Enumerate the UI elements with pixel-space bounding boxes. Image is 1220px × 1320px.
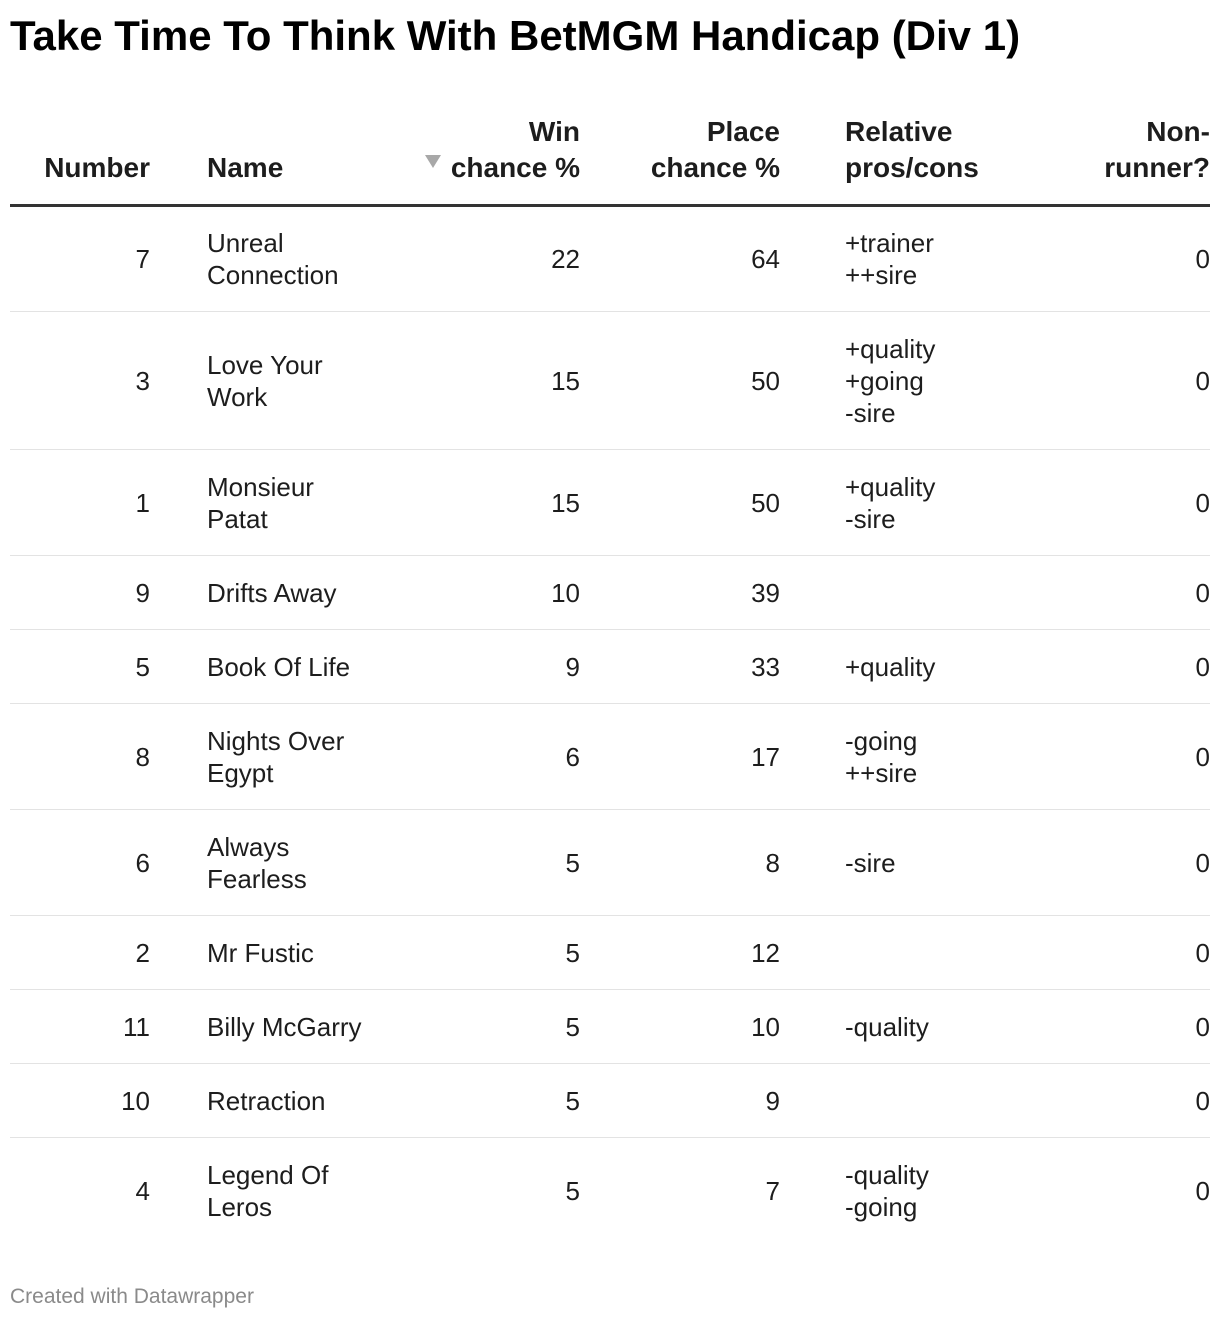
cell-place [580,1138,780,1244]
column-header-label: Name [207,152,284,183]
cell-place [580,630,780,704]
column-header-label: Place chance % [650,116,780,183]
cell-value: 7 [135,244,150,274]
cell-win [380,1064,580,1138]
cell-value: 0 [1195,741,1210,772]
column-header-label: Number [44,152,150,183]
cell-place [580,206,780,312]
cell-value: 0 [1195,1175,1210,1206]
cell-place [580,556,780,630]
cell-nr [1030,704,1210,810]
header-row [10,100,1210,206]
cell-number [10,1138,150,1244]
cell-value: 3 [135,365,150,396]
cell-nr [1030,810,1210,916]
column-header-non-runner[interactable] [1030,100,1210,206]
cell-value: 17 [751,741,780,772]
cell-value: 12 [751,937,780,968]
cell-value: 22 [551,244,580,274]
cell-win [380,450,580,556]
table-body [10,206,1210,1244]
cell-value: 0 [1195,1011,1210,1042]
cell-name [150,450,380,556]
cell-rel [780,450,1030,556]
cell-value: 0 [1195,1085,1210,1116]
chart-title: Take Time To Think With BetMGM Handicap (Div 1) [10,12,1021,59]
cell-place [580,312,780,450]
table-row [10,916,1210,990]
cell-rel [780,206,1030,312]
cell-nr [1030,556,1210,630]
cell-rel [780,630,1030,704]
cell-value: 0 [1195,577,1210,608]
cell-value: 9 [765,1085,780,1116]
cell-value: Drifts Away [207,577,337,608]
cell-nr [1030,312,1210,450]
table-row [10,556,1210,630]
cell-value: 15 [551,487,580,518]
cell-nr [1030,206,1210,312]
cell-value: -quality -going [845,1159,929,1222]
cell-value: 39 [751,577,780,608]
cell-nr [1030,916,1210,990]
cell-place [580,810,780,916]
table-row [10,810,1210,916]
cell-value: 9 [135,577,150,608]
cell-value: 9 [565,651,580,682]
cell-value: 8 [765,847,780,878]
footer-credit: Created with Datawrapper [10,1285,254,1308]
cell-win [380,1138,580,1244]
cell-value: 0 [1195,651,1210,682]
cell-value: Book Of Life [207,651,351,682]
cell-win [380,312,580,450]
column-header-place-chance[interactable] [580,100,780,206]
cell-nr [1030,1138,1210,1244]
cell-value: -quality [845,1011,929,1042]
cell-value: 5 [565,937,580,968]
cell-value: Retraction [207,1085,326,1116]
cell-value: Love Your Work [207,349,323,412]
cell-name [150,1064,380,1138]
cell-number [10,450,150,556]
cell-win [380,630,580,704]
cell-number [10,704,150,810]
cell-value: 0 [1195,487,1210,518]
cell-win [380,704,580,810]
cell-number [10,630,150,704]
cell-value: 7 [765,1175,780,1206]
cell-value: +quality -sire [845,471,936,534]
cell-value: Nights Over Egypt [207,725,345,788]
cell-number [10,990,150,1064]
cell-value: 8 [135,741,150,772]
cell-value: 5 [565,1085,580,1116]
cell-value: 50 [751,365,780,396]
cell-number [10,1064,150,1138]
cell-value: -going ++sire [845,725,918,788]
table-row [10,704,1210,810]
column-header-name[interactable] [150,100,380,206]
cell-name [150,916,380,990]
cell-value: 15 [551,365,580,396]
cell-value: 10 [551,577,580,608]
table-row [10,990,1210,1064]
table-row [10,630,1210,704]
cell-win [380,206,580,312]
data-table [10,100,1210,1244]
cell-number [10,916,150,990]
cell-nr [1030,1064,1210,1138]
cell-value: +quality [845,651,936,682]
cell-rel [780,1064,1030,1138]
cell-place [580,704,780,810]
cell-win [380,556,580,630]
cell-value: +trainer ++sire [845,228,934,290]
cell-win [380,810,580,916]
cell-value: Legend Of Leros [207,1159,329,1222]
cell-value: 33 [751,651,780,682]
cell-name [150,704,380,810]
cell-number [10,556,150,630]
cell-value: 0 [1195,365,1210,396]
cell-value: Monsieur Patat [207,471,314,534]
cell-value: Mr Fustic [207,937,314,968]
cell-number [10,810,150,916]
column-header-win-chance[interactable] [380,100,580,206]
column-header-relative-pros-cons[interactable] [780,100,1030,206]
cell-name [150,312,380,450]
table-row [10,312,1210,450]
cell-place [580,916,780,990]
column-header-label: Non- runner? [1104,116,1210,183]
cell-value: Always Fearless [207,831,307,894]
cell-place [580,1064,780,1138]
cell-place [580,450,780,556]
cell-value: 6 [565,741,580,772]
cell-win [380,916,580,990]
cell-rel [780,990,1030,1064]
cell-value: 10 [751,1011,780,1042]
cell-name [150,990,380,1064]
cell-value: 10 [121,1085,150,1116]
cell-value: 50 [751,487,780,518]
column-header-number[interactable] [10,100,150,206]
cell-value: Unreal Connection [207,228,339,290]
cell-rel [780,810,1030,916]
cell-rel [780,916,1030,990]
cell-value: 5 [565,847,580,878]
cell-rel [780,1138,1030,1244]
cell-value: +quality +going -sire [845,333,936,428]
cell-name [150,1138,380,1244]
cell-value: 0 [1195,847,1210,878]
cell-value: 0 [1195,244,1210,274]
sort-descending-icon [425,155,441,168]
cell-value: 5 [565,1011,580,1042]
cell-value: 5 [565,1175,580,1206]
cell-value: 11 [123,1011,150,1042]
cell-win [380,990,580,1064]
cell-name [150,810,380,916]
cell-name [150,206,380,312]
cell-rel [780,556,1030,630]
cell-name [150,630,380,704]
cell-value: 1 [135,487,150,518]
table-row [10,1064,1210,1138]
table-row [10,206,1210,312]
cell-value: -sire [845,847,896,878]
cell-value: 4 [135,1175,150,1206]
cell-rel [780,312,1030,450]
table-row [10,450,1210,556]
column-header-label: Relative pros/cons [845,116,979,183]
cell-value: 5 [135,651,150,682]
cell-value: 6 [135,847,150,878]
cell-nr [1030,990,1210,1064]
cell-number [10,312,150,450]
cell-nr [1030,630,1210,704]
column-header-label: Win chance % [450,116,580,183]
cell-rel [780,704,1030,810]
cell-nr [1030,450,1210,556]
cell-value: 64 [751,244,780,274]
cell-number [10,206,150,312]
cell-value: 2 [135,937,150,968]
cell-place [580,990,780,1064]
cell-value: Billy McGarry [207,1011,362,1042]
table-row [10,1138,1210,1244]
cell-value: 0 [1195,937,1210,968]
cell-name [150,556,380,630]
